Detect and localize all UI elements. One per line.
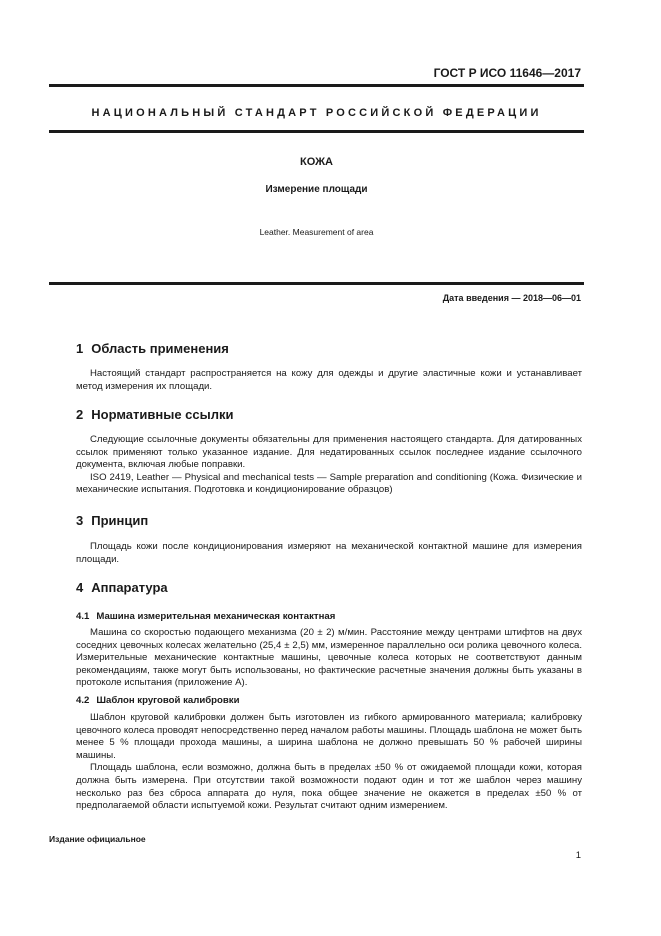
section-1-heading	[76, 341, 229, 356]
paragraph: Площадь шаблона, если возможно, должна быть в пределах ±50 % от ожидаемой площади кожи, которая должна быть измерена. При отсутствии такой возможности подают один и тот же шаблон через машину несколько раз без сброса аппарата до нуля, пока общее значение не окажется в пределах ±50 % от предполагаемой области испытуемой кожи. Результат считают одним измерением.	[76, 762, 582, 812]
subsection-number: 4.1	[76, 611, 90, 622]
top-rule	[49, 84, 584, 87]
document-code: ГОСТ Р ИСО 11646—2017	[433, 66, 581, 80]
section-1-body	[76, 368, 582, 393]
paragraph: Шаблон круговой калибровки должен быть изготовлен из гибкого армированного материала; калибровку цевочного колеса проводят непосредственно перед началом работы машины. Площадь шаблона не может быть менее 5 % площади прохода машины, а ширина шаблона не должно превышать 50 % рабочей ширины машины.	[76, 712, 582, 761]
paragraph: Настоящий стандарт распространяется на кожу для одежды и другие эластичные кожи и устанавливает метод измерения их площади.	[76, 368, 582, 392]
document-subtitle: Измерение площади	[265, 184, 368, 195]
introduction-date: Дата введения — 2018—06—01	[442, 293, 581, 303]
document-title: КОЖА	[299, 156, 333, 168]
section-number: 2	[76, 407, 84, 422]
english-title: Leather. Measurement of area	[259, 227, 374, 237]
section-number: 3	[76, 513, 84, 528]
section-4-heading	[76, 580, 168, 595]
section-3-heading	[76, 513, 148, 528]
intro-rule	[49, 282, 584, 285]
section-title: Аппаратура	[91, 580, 168, 595]
paragraph: Машина со скоростью подающего механизма (20 ± 2) м/мин. Расстояние между центрами штифтов на двух соседних цевочных колесах желательно (25,4 ± 2,5) мм, измеренное параллельно оси ролика цевочного колеса. Измерительные механические контактные машины, цевочные колеса которых не соответствуют данным рекомендациям, также могут быть использованы, но фактические расчетные значения должны быть указаны в протоколе испытания (приложение А).	[76, 627, 582, 689]
paragraph: ISO 2419, Leather — Physical and mechanical tests — Sample preparation and conditioning (Кожа. Физические и механические испытания. Подготовка и кондиционирование образцов)	[76, 471, 582, 496]
section-number: 1	[76, 341, 84, 356]
section-title: Нормативные ссылки	[91, 407, 234, 422]
subsection-title: Шаблон круговой калибровки	[96, 695, 240, 706]
official-edition-note: Издание официальное	[49, 834, 146, 844]
title-rule	[49, 130, 584, 133]
page-number: 1	[575, 850, 581, 861]
paragraph: Следующие ссылочные документы обязательны для применения настоящего стандарта. Для датированных ссылок применяют только указанное издание. Для недатированных ссылок последнее издание ссылочного документа, включая любые поправки.	[76, 434, 582, 471]
section-number: 4	[76, 580, 84, 595]
subsection-title: Машина измерительная механическая контактная	[96, 611, 336, 622]
section-3-body	[76, 541, 582, 566]
subsection-4-2-body	[76, 712, 582, 813]
paragraph: Площадь кожи после кондиционирования измеряют на механической контактной машине для измерения площади.	[76, 541, 582, 565]
section-2-body	[76, 434, 582, 497]
subsection-4-2-heading	[76, 695, 239, 706]
national-standard-title: НАЦИОНАЛЬНЫЙ СТАНДАРТ РОССИЙСКОЙ ФЕДЕРАЦИИ	[91, 107, 542, 119]
subsection-4-1-body	[76, 627, 582, 690]
section-title: Область применения	[91, 341, 229, 356]
subsection-number: 4.2	[76, 695, 90, 706]
section-title: Принцип	[91, 513, 149, 528]
section-2-heading	[76, 407, 233, 422]
subsection-4-1-heading	[76, 611, 335, 622]
